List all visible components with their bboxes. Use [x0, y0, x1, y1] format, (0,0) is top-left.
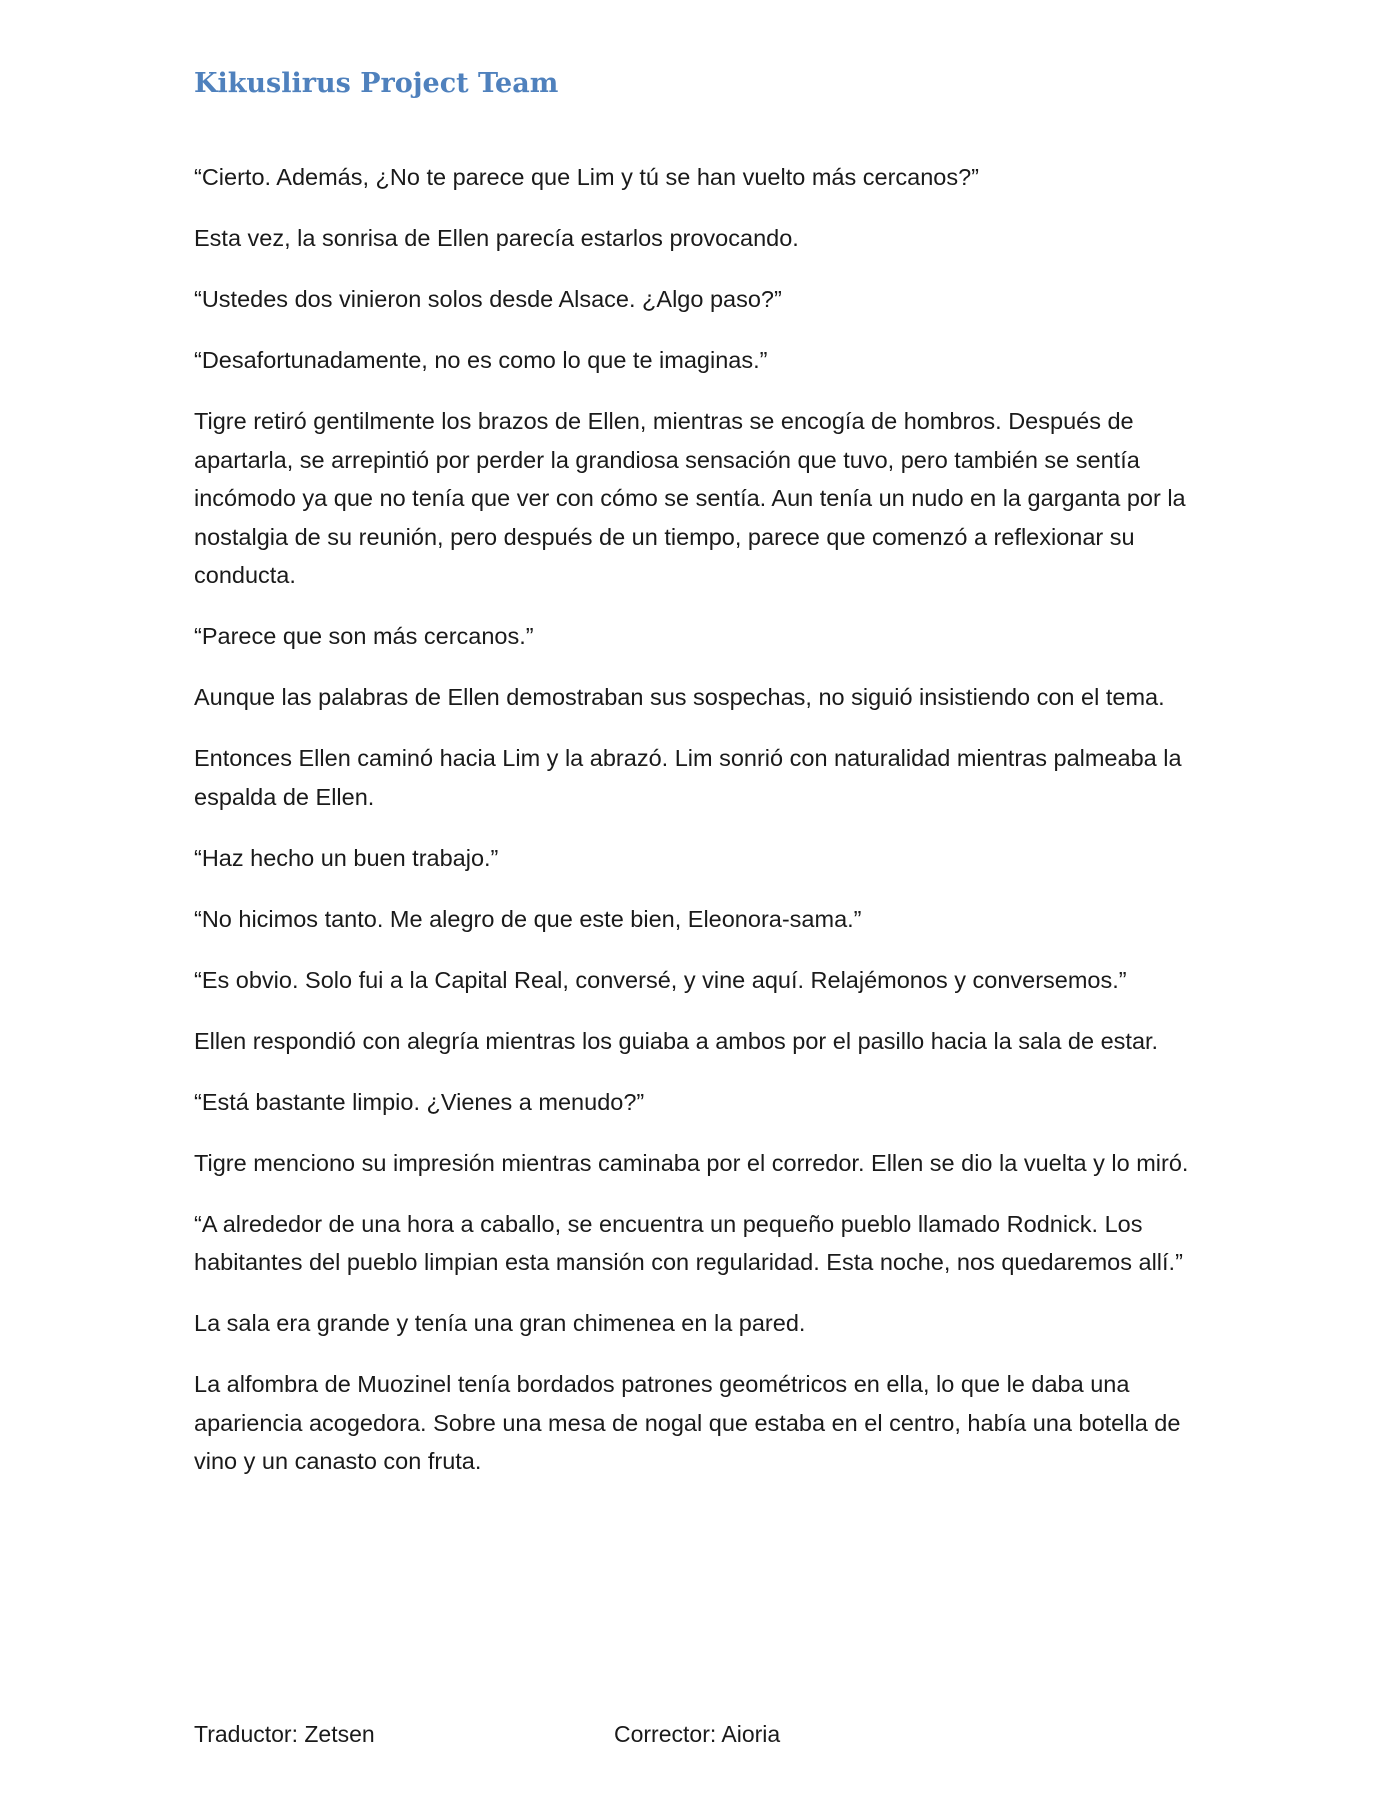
- paragraph: Entonces Ellen caminó hacia Lim y la abrazó. Lim sonrió con naturalidad mientras palmeaba la espalda de Ellen.: [194, 745, 1182, 810]
- paragraph: Aunque las palabras de Ellen demostraban sus sospechas, no siguió insistiendo con el tema.: [194, 684, 1165, 710]
- paragraph: Tigre menciono su impresión mientras caminaba por el corredor. Ellen se dio la vuelta y lo miró.: [194, 1149, 1189, 1176]
- paragraph: “Es obvio. Solo fui a la Capital Real, conversé, y vine aquí. Relajémonos y conversemos.”: [194, 966, 1127, 993]
- paragraph: Ellen respondió con alegría mientras los guiaba a ambos por el pasillo hacia la sala de estar.: [194, 1027, 1159, 1054]
- paragraph: “Desafortunadamente, no es como lo que te imaginas.”: [194, 347, 768, 373]
- paragraph: La sala era grande y tenía una gran chimenea en la pared.: [194, 1310, 806, 1336]
- paragraph: Esta vez, la sonrisa de Ellen parecía estarlos provocando.: [194, 225, 799, 251]
- footer-translator: Traductor: Zetsen: [194, 1721, 375, 1747]
- paragraph: La alfombra de Muozinel tenía bordados patrones geométricos en ella, lo que le daba una apariencia acogedora. Sobre una mesa de nogal que estaba en el centro, había una botella de vino y un canasto con fruta.: [194, 1371, 1181, 1474]
- paragraph: “Haz hecho un buen trabajo.”: [194, 844, 499, 871]
- header-title: Kikuslirus Project Team: [194, 68, 559, 99]
- paragraph: “No hicimos tanto. Me alegro de que este bien, Eleonora-sama.”: [194, 905, 862, 932]
- paragraph: “A alrededor de una hora a caballo, se encuentra un pequeño pueblo llamado Rodnick. Los habitantes del pueblo limpian esta mansión con regularidad. Esta noche, nos quedaremos allí.”: [194, 1210, 1183, 1275]
- paragraph: Tigre retiró gentilmente los brazos de Ellen, mientras se encogía de hombros. Después de apartarla, se arrepintió por perder la grandiosa sensación que tuvo, pero también se sentía incómodo ya que no tenía que ver con cómo se sentía. Aun tenía un nudo en la garganta por la nostalgia de su reunión, pero después de un tiempo, parece que comenzó a reflexionar su conducta.: [194, 408, 1186, 588]
- paragraph: “Parece que son más cercanos.”: [194, 623, 534, 649]
- body-text: [194, 158, 1214, 1503]
- paragraph: “Está bastante limpio. ¿Vienes a menudo?”: [194, 1088, 645, 1115]
- page-footer: [194, 1714, 1194, 1754]
- paragraph: “Cierto. Además, ¿No te parece que Lim y tú se han vuelto más cercanos?”: [194, 164, 980, 190]
- paragraph: “Ustedes dos vinieron solos desde Alsace. ¿Algo paso?”: [194, 286, 782, 312]
- footer-corrector: Corrector: Aioria: [614, 1721, 781, 1747]
